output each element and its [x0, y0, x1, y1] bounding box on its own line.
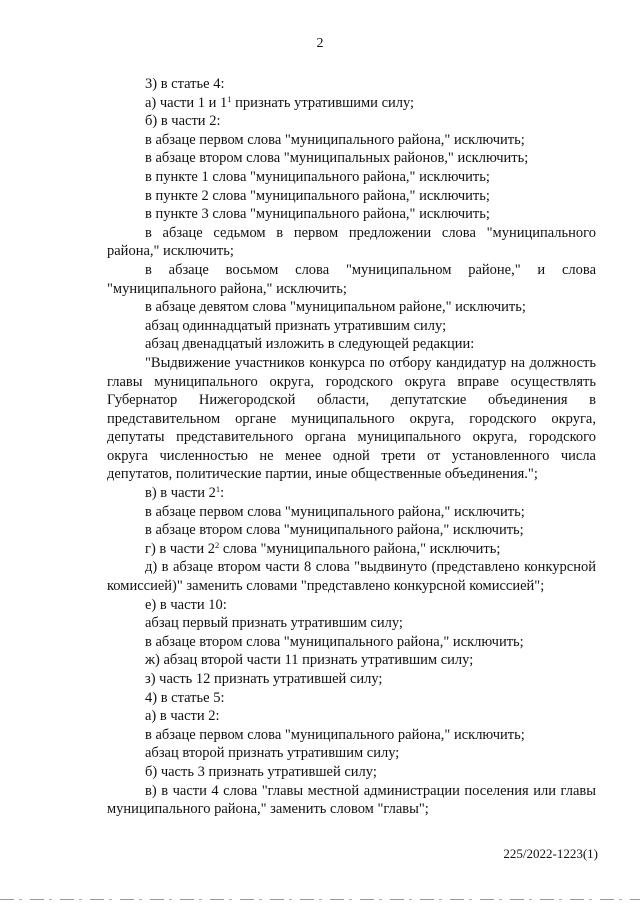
paragraph: в абзаце втором слова "муниципального района," исключить; [145, 522, 524, 539]
paragraph: в) в части $2^1$: [145, 484, 225, 502]
paragraph: в абзаце девятом слова "муниципальном районе," исключить; [145, 299, 526, 316]
paragraph: в абзаце первом слова "муниципального района," исключить; [145, 503, 525, 520]
superscript: 1 [215, 484, 221, 495]
paragraph: в абзаце первом слова "муниципального района," исключить; [145, 726, 525, 743]
paragraph: б) в части 2: [145, 113, 221, 130]
document-body [107, 75, 596, 819]
paragraph: г) в части $2^2$ слова "муниципального района," исключить; [145, 539, 501, 557]
paragraph: абзац двенадцатый изложить в следующей редакции: [145, 336, 475, 353]
paragraph: в абзаце первом слова "муниципального района," исключить; [145, 131, 525, 148]
paragraph: ж) абзац второй части 11 признать утратившим силу; [145, 652, 474, 669]
paragraph: б) часть 3 признать утратившей силу; [145, 763, 377, 780]
paragraph: в абзаце восьмом слова "муниципальном районе," и слова "муниципального района," исключить; [107, 261, 596, 297]
paragraph: в пункте 3 слова "муниципального района," исключить; [145, 206, 490, 223]
page-number: 2 [316, 36, 324, 51]
paragraph: абзац первый признать утратившим силу; [145, 615, 403, 632]
quoted-paragraph: "Выдвижение участников конкурса по отбору кандидатур на должность главы муниципального округа, городского округа вправе осуществлять Губернатор Нижегородской области, депутатские объединения в представительном органе муниципального округа, городского округа, депутаты представительного органа муниципального округа, городского округа численностью не менее одной трети от установленного числа депутатов, политические партии, иные общественные объединения."; [107, 354, 596, 483]
paragraph: в абзаце седьмом в первом предложении слова "муниципального района," исключить; [107, 224, 596, 260]
paragraph: д) в абзаце втором части 8 слова "выдвинуто (представлено конкурсной комиссией)" заменить словами "представлено конкурсной комиссией"; [107, 559, 596, 595]
paragraph: 3) в статье 4: [145, 76, 225, 92]
paragraph: з) часть 12 признать утратившей силу; [145, 671, 383, 687]
superscript: 2 [215, 539, 220, 550]
paragraph: в) в части 4 слова "главы местной администрации поселения или главы муниципального района," заменить словом "главы"; [107, 782, 596, 818]
paragraph: а) части 1 и $1^1$ признать утратившими силу; [145, 93, 415, 111]
paragraph: в пункте 1 слова "муниципального района," исключить; [145, 168, 490, 185]
paragraph: 4) в статье 5: [145, 689, 225, 706]
paragraph: абзац одиннадцатый признать утратившим силу; [145, 317, 447, 334]
paragraph: в пункте 2 слова "муниципального района," исключить; [145, 187, 490, 204]
paragraph: в абзаце втором слова "муниципального района," исключить; [145, 633, 524, 650]
paragraph: е) в части 10: [145, 596, 227, 613]
paragraph: а) в части 2: [145, 708, 220, 725]
scan-artifact-line [0, 899, 640, 900]
paragraph: в абзаце втором слова "муниципальных районов," исключить; [145, 150, 529, 167]
superscript: 1 [227, 93, 232, 104]
paragraph: абзац второй признать утратившим силу; [145, 745, 400, 762]
document-code: 225/2022-1223(1) [503, 846, 598, 861]
